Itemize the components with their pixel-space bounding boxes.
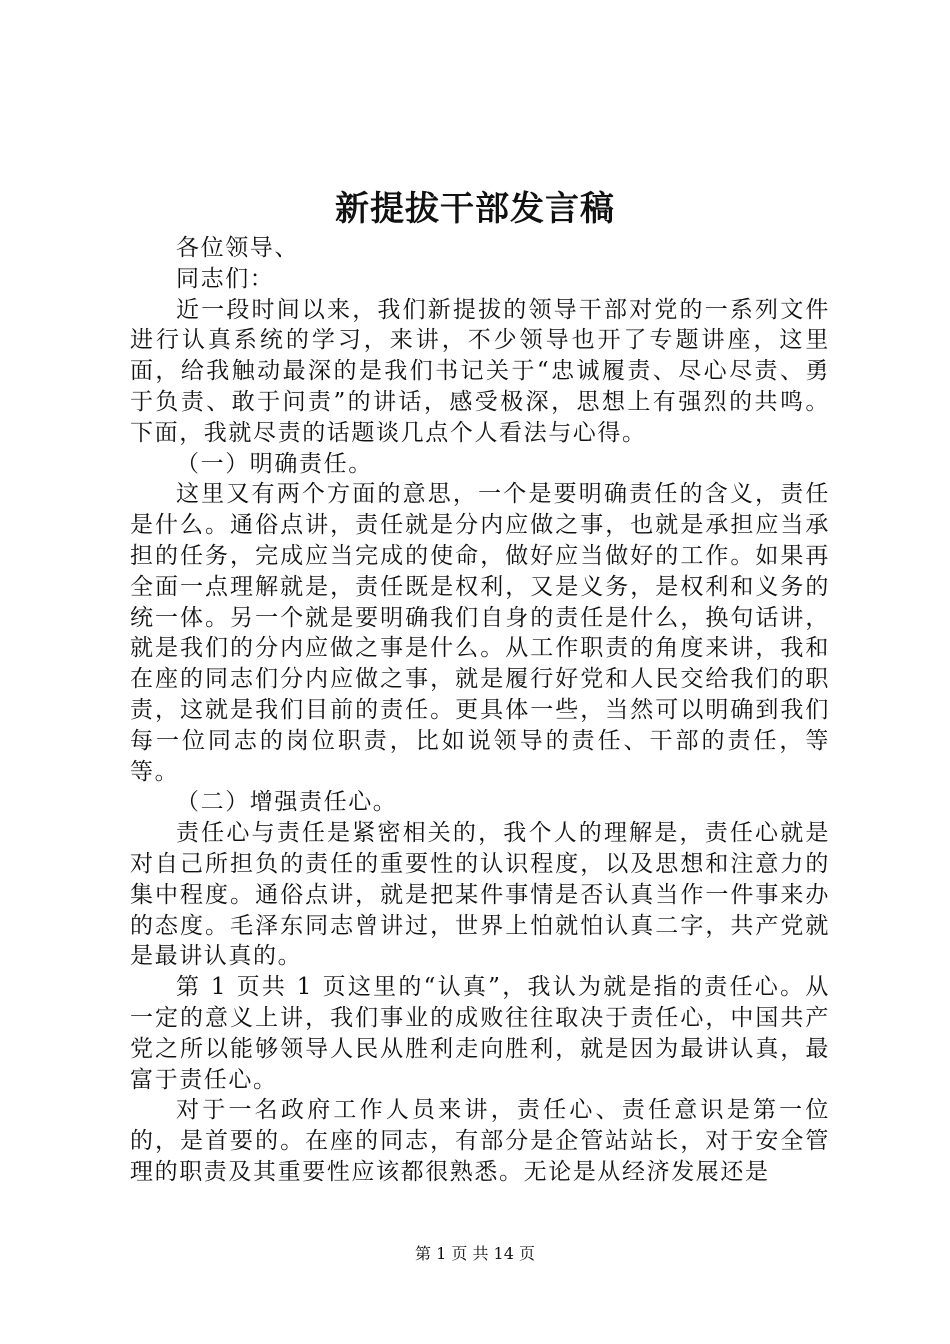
document-body: [130, 233, 830, 1188]
salutation-line: 各位领导、: [176, 235, 299, 261]
section-heading: （二）增强责任心。: [176, 789, 398, 816]
body-paragraph: 近一段时间以来，我们新提拔的领导干部对党的一系列文件进行认真系统的学习，来讲，不少领导也开了专题讲座，这里面，给我触动最深的是我们书记关于“忠诚履责、尽心尽责、勇于负责、敢于问责”的讲话，感受极深，思想上有强烈的共鸣。下面，我就尽责的话题谈几点个人看法与心得。: [130, 296, 830, 446]
body-paragraph: 这里又有两个方面的意思，一个是要明确责任的含义，责任是什么。通俗点讲，责任就是分内应做之事，也就是承担应当承担的任务，完成应当完成的使命，做好应当做好的工作。如果再全面一点理解就是，责任既是权利，又是义务，是权利和义务的统一体。另一个就是要明确我们自身的责任是什么，换句话讲，就是我们的分内应做之事是什么。从工作职责的角度来讲，我和在座的同志们分内应做之事，就是履行好党和人民交给我们的职责，这就是我们目前的责任。更具体一些，当然可以明确到我们每一位同志的岗位职责，比如说领导的责任、干部的责任，等等。: [130, 481, 830, 785]
body-paragraph: 对于一名政府工作人员来讲，责任心、责任意识是第一位的，是首要的。在座的同志，有部分是企管站站长，对于安全管理的职责及其重要性应该都很熟悉。无论是从经济发展还是: [130, 1097, 830, 1185]
section-heading: （一）明确责任。: [176, 450, 373, 477]
body-paragraph: 责任心与责任是紧密相关的，我个人的理解是，责任心就是对自己所担负的责任的重要性的认识程度，以及思想和注意力的集中程度。通俗点讲，就是把某件事情是否认真当作一件事来办的态度。毛泽东同志曾讲过，世界上怕就怕认真二字，共产党就是最讲认真的。: [130, 820, 830, 970]
body-paragraph: 第 1 页共 1 页这里的“认真”，我认为就是指的责任心。从一定的意义上讲，我们事业的成败往往取决于责任心，中国共产党之所以能够领导人民从胜利走向胜利，就是因为最讲认真，最富于责任心。: [130, 974, 830, 1093]
salutation-line: 同志们：: [176, 265, 275, 292]
page-footer: 第 1 页 共 14 页: [415, 1244, 535, 1263]
document-title: 新提拔干部发言稿: [335, 189, 615, 229]
